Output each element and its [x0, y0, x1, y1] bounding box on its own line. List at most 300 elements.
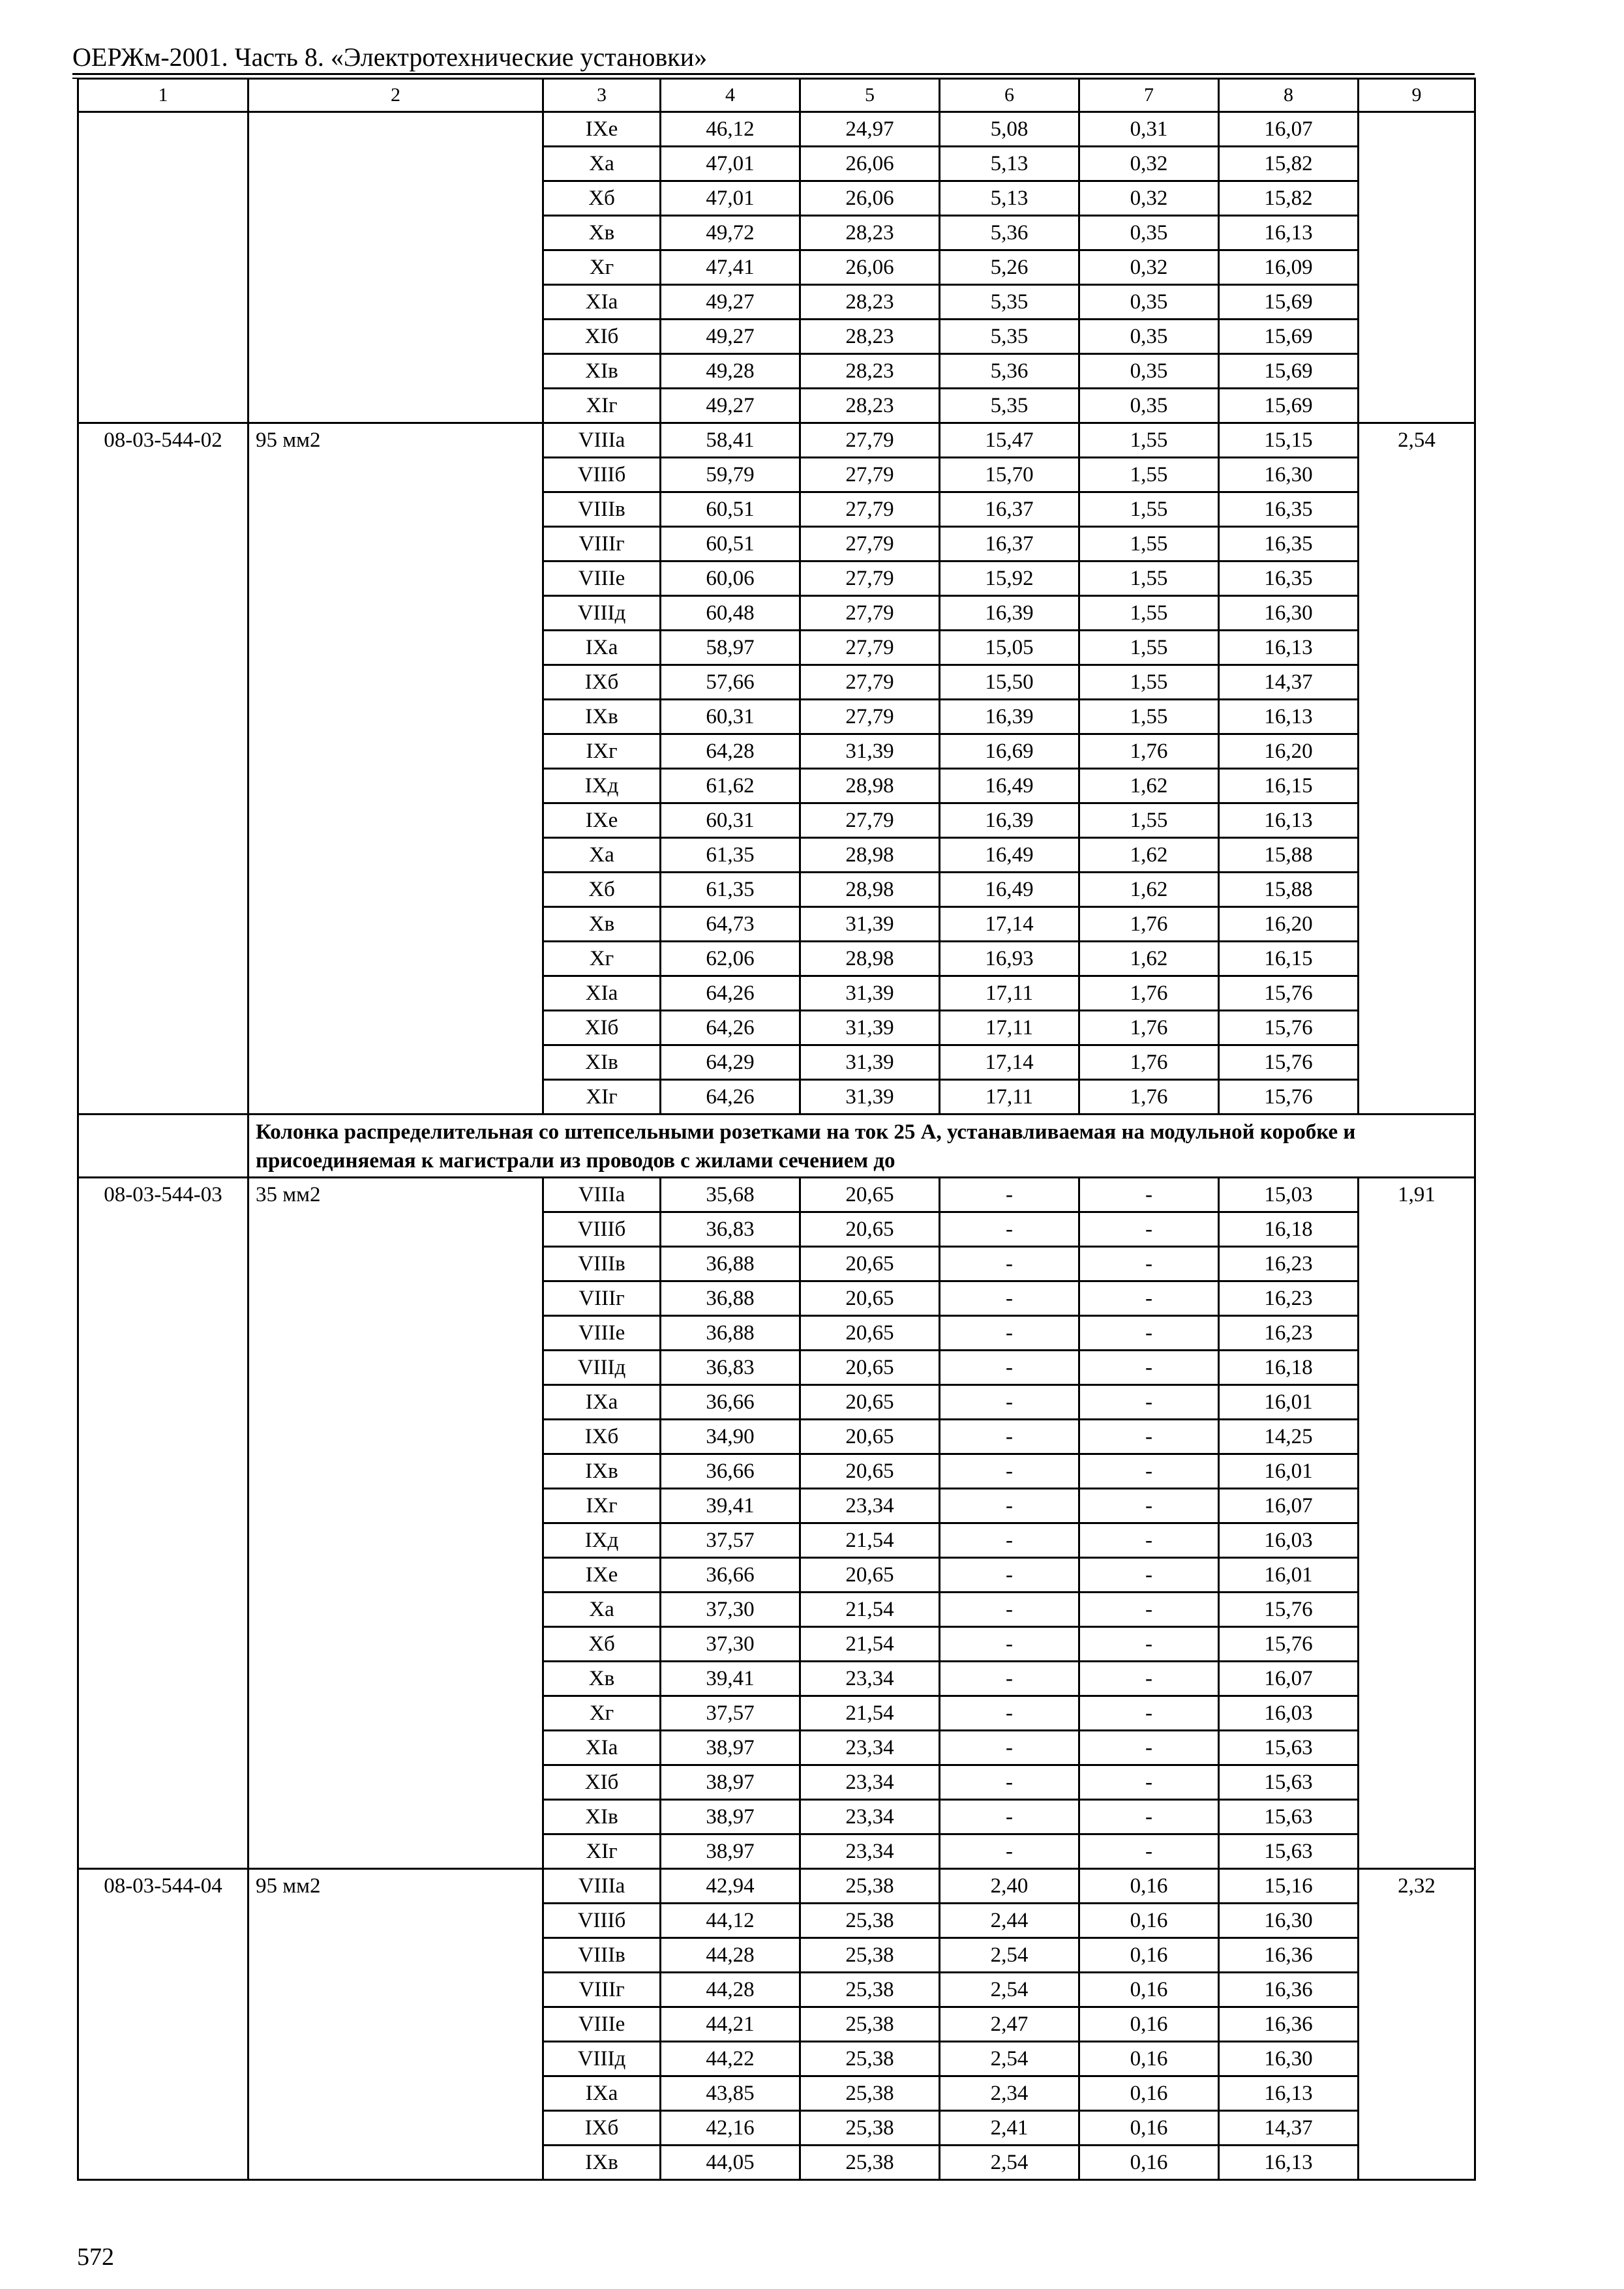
base-price-cell: 49,28 — [661, 354, 800, 389]
machines-cell: 17,14 — [940, 1045, 1079, 1080]
zone-cell: Xа — [543, 838, 661, 873]
zone-cell: IXа — [543, 1385, 661, 1420]
materials-cell: 15,88 — [1219, 873, 1359, 907]
zone-cell: VIIIе — [543, 1316, 661, 1351]
zone-cell: XIг — [543, 389, 661, 423]
machinist-wages-cell: 1,62 — [1079, 942, 1219, 976]
labor-cost-cell: 2,32 — [1359, 1869, 1475, 2180]
machines-cell: 2,54 — [940, 2146, 1079, 2180]
machinist-wages-cell: 1,76 — [1079, 1045, 1219, 1080]
materials-cell: 15,76 — [1219, 1045, 1359, 1080]
machines-cell: 5,13 — [940, 181, 1079, 216]
base-price-cell: 39,41 — [661, 1489, 800, 1523]
machines-cell: - — [940, 1454, 1079, 1489]
table-row — [78, 112, 1475, 147]
base-price-cell: 38,97 — [661, 1765, 800, 1800]
materials-cell: 16,13 — [1219, 2146, 1359, 2180]
machines-cell: 15,50 — [940, 665, 1079, 700]
wages-cell: 25,38 — [800, 2042, 940, 2076]
zone-cell: IXг — [543, 1489, 661, 1523]
machines-cell: - — [940, 1316, 1079, 1351]
base-price-cell: 44,21 — [661, 2007, 800, 2042]
wages-cell: 28,98 — [800, 873, 940, 907]
machines-cell: 2,44 — [940, 1904, 1079, 1938]
wages-cell: 27,79 — [800, 492, 940, 527]
materials-cell: 15,76 — [1219, 1080, 1359, 1115]
zone-cell: VIIIв — [543, 492, 661, 527]
zone-cell: XIг — [543, 1080, 661, 1115]
machines-cell: - — [940, 1489, 1079, 1523]
base-price-cell: 49,27 — [661, 320, 800, 354]
column-number-cell: 2 — [248, 79, 543, 112]
machinist-wages-cell: 0,35 — [1079, 285, 1219, 320]
zone-cell: IXе — [543, 1558, 661, 1593]
machinist-wages-cell: - — [1079, 1696, 1219, 1731]
zone-cell: IXв — [543, 700, 661, 734]
column-number-cell: 6 — [940, 79, 1079, 112]
machinist-wages-cell: 1,55 — [1079, 596, 1219, 631]
materials-cell: 15,03 — [1219, 1178, 1359, 1212]
base-price-cell: 64,28 — [661, 734, 800, 769]
table-row — [78, 423, 1475, 458]
machines-cell: - — [940, 1765, 1079, 1800]
zone-cell: VIIIе — [543, 561, 661, 596]
machines-cell: - — [940, 1420, 1079, 1454]
base-price-cell: 58,41 — [661, 423, 800, 458]
machines-cell: - — [940, 1593, 1079, 1627]
materials-cell: 16,13 — [1219, 2076, 1359, 2111]
base-price-cell: 47,41 — [661, 250, 800, 285]
zone-cell: VIIIв — [543, 1247, 661, 1281]
base-price-cell: 38,97 — [661, 1834, 800, 1869]
wages-cell: 27,79 — [800, 423, 940, 458]
wages-cell: 27,79 — [800, 700, 940, 734]
base-price-cell: 42,94 — [661, 1869, 800, 1904]
machinist-wages-cell: 0,16 — [1079, 2076, 1219, 2111]
machines-cell: - — [940, 1627, 1079, 1662]
base-price-cell: 60,31 — [661, 803, 800, 838]
materials-cell: 15,69 — [1219, 285, 1359, 320]
wages-cell: 27,79 — [800, 803, 940, 838]
machines-cell: 16,49 — [940, 769, 1079, 803]
zone-cell: VIIIб — [543, 1904, 661, 1938]
machinist-wages-cell: - — [1079, 1489, 1219, 1523]
machinist-wages-cell: 1,55 — [1079, 423, 1219, 458]
machinist-wages-cell: 1,76 — [1079, 976, 1219, 1011]
base-price-cell: 47,01 — [661, 181, 800, 216]
zone-cell: Xб — [543, 181, 661, 216]
materials-cell: 16,30 — [1219, 1904, 1359, 1938]
wages-cell: 31,39 — [800, 1011, 940, 1045]
base-price-cell: 60,31 — [661, 700, 800, 734]
machinist-wages-cell: - — [1079, 1212, 1219, 1247]
wages-cell: 20,65 — [800, 1212, 940, 1247]
zone-cell: Xг — [543, 942, 661, 976]
zone-cell: VIIIа — [543, 423, 661, 458]
base-price-cell: 39,41 — [661, 1662, 800, 1696]
wages-cell: 21,54 — [800, 1696, 940, 1731]
wages-cell: 28,98 — [800, 838, 940, 873]
wages-cell: 20,65 — [800, 1420, 940, 1454]
zone-cell: Xа — [543, 1593, 661, 1627]
machinist-wages-cell: 0,32 — [1079, 147, 1219, 181]
wages-cell: 23,34 — [800, 1765, 940, 1800]
machines-cell: - — [940, 1351, 1079, 1385]
machines-cell: 2,47 — [940, 2007, 1079, 2042]
materials-cell: 15,16 — [1219, 1869, 1359, 1904]
base-price-cell: 36,88 — [661, 1281, 800, 1316]
machines-cell: - — [940, 1247, 1079, 1281]
wages-cell: 28,23 — [800, 285, 940, 320]
base-price-cell: 43,85 — [661, 2076, 800, 2111]
base-price-cell: 36,66 — [661, 1454, 800, 1489]
zone-cell: Xв — [543, 907, 661, 942]
machinist-wages-cell: - — [1079, 1834, 1219, 1869]
base-price-cell: 49,72 — [661, 216, 800, 250]
base-price-cell: 36,66 — [661, 1385, 800, 1420]
machinist-wages-cell: 0,32 — [1079, 181, 1219, 216]
zone-cell: VIIIг — [543, 1281, 661, 1316]
wages-cell: 20,65 — [800, 1281, 940, 1316]
materials-cell: 16,13 — [1219, 631, 1359, 665]
base-price-cell: 60,06 — [661, 561, 800, 596]
zone-cell: IXд — [543, 769, 661, 803]
zone-cell: IXг — [543, 734, 661, 769]
base-price-cell: 64,73 — [661, 907, 800, 942]
machines-cell: - — [940, 1523, 1079, 1558]
machines-cell: - — [940, 1731, 1079, 1765]
machinist-wages-cell: 1,55 — [1079, 561, 1219, 596]
machines-cell: - — [940, 1385, 1079, 1420]
materials-cell: 15,76 — [1219, 1627, 1359, 1662]
zone-cell: Xв — [543, 216, 661, 250]
wages-cell: 27,79 — [800, 561, 940, 596]
materials-cell: 14,25 — [1219, 1420, 1359, 1454]
materials-cell: 15,76 — [1219, 1593, 1359, 1627]
machines-cell: - — [940, 1212, 1079, 1247]
machines-cell: 16,49 — [940, 873, 1079, 907]
machines-cell: 17,14 — [940, 907, 1079, 942]
materials-cell: 16,15 — [1219, 769, 1359, 803]
zone-cell: XIа — [543, 285, 661, 320]
machines-cell: 17,11 — [940, 1080, 1079, 1115]
base-price-cell: 47,01 — [661, 147, 800, 181]
machinist-wages-cell: 0,16 — [1079, 2146, 1219, 2180]
machinist-wages-cell: - — [1079, 1627, 1219, 1662]
machinist-wages-cell: - — [1079, 1523, 1219, 1558]
materials-cell: 16,01 — [1219, 1558, 1359, 1593]
materials-cell: 15,69 — [1219, 354, 1359, 389]
rate-code-cell: 08-03-544-02 — [78, 423, 248, 1115]
base-price-cell: 49,27 — [661, 285, 800, 320]
cross-section-cell: 95 мм2 — [248, 1869, 543, 2180]
machines-cell: - — [940, 1834, 1079, 1869]
column-number-cell: 1 — [78, 79, 248, 112]
zone-cell: IXа — [543, 2076, 661, 2111]
base-price-cell: 44,28 — [661, 1938, 800, 1973]
zone-cell: Xв — [543, 1662, 661, 1696]
machinist-wages-cell: - — [1079, 1454, 1219, 1489]
zone-cell: XIб — [543, 1765, 661, 1800]
wages-cell: 28,98 — [800, 769, 940, 803]
base-price-cell: 60,51 — [661, 492, 800, 527]
wages-cell: 25,38 — [800, 2111, 940, 2146]
page-header: ОЕРЖм-2001. Часть 8. «Электротехнические установки» — [72, 42, 708, 72]
wages-cell: 26,06 — [800, 250, 940, 285]
rate-code-cell — [78, 112, 248, 423]
machines-cell: - — [940, 1800, 1079, 1834]
wages-cell: 27,79 — [800, 527, 940, 561]
zone-cell: XIв — [543, 354, 661, 389]
labor-cost-cell: 1,91 — [1359, 1178, 1475, 1869]
base-price-cell: 44,28 — [661, 1973, 800, 2007]
materials-cell: 16,13 — [1219, 700, 1359, 734]
materials-cell: 14,37 — [1219, 2111, 1359, 2146]
wages-cell: 26,06 — [800, 181, 940, 216]
zone-cell: VIIIд — [543, 2042, 661, 2076]
base-price-cell: 36,88 — [661, 1316, 800, 1351]
wages-cell: 27,79 — [800, 458, 940, 492]
machines-cell: 16,93 — [940, 942, 1079, 976]
column-number-cell: 5 — [800, 79, 940, 112]
machinist-wages-cell: 0,35 — [1079, 354, 1219, 389]
zone-cell: Xб — [543, 1627, 661, 1662]
column-number-cell: 7 — [1079, 79, 1219, 112]
base-price-cell: 59,79 — [661, 458, 800, 492]
machinist-wages-cell: - — [1079, 1731, 1219, 1765]
wages-cell: 25,38 — [800, 2146, 940, 2180]
machinist-wages-cell: - — [1079, 1316, 1219, 1351]
materials-cell: 15,76 — [1219, 1011, 1359, 1045]
zone-cell: VIIIб — [543, 1212, 661, 1247]
materials-cell: 16,30 — [1219, 2042, 1359, 2076]
zone-cell: IXб — [543, 2111, 661, 2146]
rates-table-container — [77, 78, 1474, 2181]
zone-cell: XIв — [543, 1045, 661, 1080]
machines-cell: 2,34 — [940, 2076, 1079, 2111]
machines-cell: 5,08 — [940, 112, 1079, 147]
materials-cell: 15,82 — [1219, 147, 1359, 181]
machines-cell: 16,69 — [940, 734, 1079, 769]
materials-cell: 16,36 — [1219, 1973, 1359, 2007]
machines-cell: 2,54 — [940, 1973, 1079, 2007]
column-number-cell: 4 — [661, 79, 800, 112]
materials-cell: 16,35 — [1219, 527, 1359, 561]
machines-cell: 16,37 — [940, 527, 1079, 561]
wages-cell: 21,54 — [800, 1627, 940, 1662]
base-price-cell: 62,06 — [661, 942, 800, 976]
wages-cell: 25,38 — [800, 1869, 940, 1904]
materials-cell: 16,20 — [1219, 907, 1359, 942]
wages-cell: 31,39 — [800, 734, 940, 769]
machinist-wages-cell: 0,16 — [1079, 1869, 1219, 1904]
wages-cell: 31,39 — [800, 1045, 940, 1080]
base-price-cell: 61,62 — [661, 769, 800, 803]
zone-cell: IXв — [543, 2146, 661, 2180]
materials-cell: 16,23 — [1219, 1316, 1359, 1351]
machinist-wages-cell: - — [1079, 1351, 1219, 1385]
labor-cost-cell — [1359, 112, 1475, 423]
rates-table — [77, 78, 1476, 2181]
wages-cell: 20,65 — [800, 1558, 940, 1593]
zone-cell: Xг — [543, 250, 661, 285]
rate-code-cell: 08-03-544-04 — [78, 1869, 248, 2180]
zone-cell: VIIIг — [543, 527, 661, 561]
base-price-cell: 64,26 — [661, 1011, 800, 1045]
machinist-wages-cell: 0,35 — [1079, 216, 1219, 250]
materials-cell: 16,07 — [1219, 1662, 1359, 1696]
machinist-wages-cell: 0,32 — [1079, 250, 1219, 285]
machines-cell: 5,36 — [940, 216, 1079, 250]
machinist-wages-cell: 0,16 — [1079, 1904, 1219, 1938]
materials-cell: 15,69 — [1219, 320, 1359, 354]
machinist-wages-cell: 1,76 — [1079, 1080, 1219, 1115]
machinist-wages-cell: - — [1079, 1593, 1219, 1627]
materials-cell: 16,18 — [1219, 1351, 1359, 1385]
base-price-cell: 37,30 — [661, 1593, 800, 1627]
machines-cell: 2,54 — [940, 2042, 1079, 2076]
materials-cell: 16,35 — [1219, 561, 1359, 596]
base-price-cell: 44,05 — [661, 2146, 800, 2180]
wages-cell: 20,65 — [800, 1316, 940, 1351]
table-body — [78, 79, 1475, 2180]
machines-cell: 5,36 — [940, 354, 1079, 389]
machines-cell: 5,35 — [940, 389, 1079, 423]
base-price-cell: 44,22 — [661, 2042, 800, 2076]
wages-cell: 28,23 — [800, 389, 940, 423]
machines-cell: 15,47 — [940, 423, 1079, 458]
materials-cell: 16,15 — [1219, 942, 1359, 976]
materials-cell: 16,18 — [1219, 1212, 1359, 1247]
wages-cell: 20,65 — [800, 1351, 940, 1385]
machinist-wages-cell: - — [1079, 1385, 1219, 1420]
zone-cell: IXб — [543, 665, 661, 700]
materials-cell: 16,07 — [1219, 1489, 1359, 1523]
machinist-wages-cell: - — [1079, 1662, 1219, 1696]
zone-cell: IXв — [543, 1454, 661, 1489]
wages-cell: 31,39 — [800, 1080, 940, 1115]
wages-cell: 23,34 — [800, 1731, 940, 1765]
zone-cell: VIIIб — [543, 458, 661, 492]
wages-cell: 27,79 — [800, 631, 940, 665]
machines-cell: 16,37 — [940, 492, 1079, 527]
wages-cell: 20,65 — [800, 1247, 940, 1281]
header-rule — [72, 73, 1475, 75]
base-price-cell: 58,97 — [661, 631, 800, 665]
base-price-cell: 64,26 — [661, 1080, 800, 1115]
wages-cell: 24,97 — [800, 112, 940, 147]
machinist-wages-cell: 1,55 — [1079, 700, 1219, 734]
machines-cell: 17,11 — [940, 1011, 1079, 1045]
zone-cell: VIIIе — [543, 2007, 661, 2042]
machines-cell: 16,49 — [940, 838, 1079, 873]
wages-cell: 20,65 — [800, 1385, 940, 1420]
wages-cell: 28,23 — [800, 320, 940, 354]
materials-cell: 16,36 — [1219, 2007, 1359, 2042]
column-number-cell: 9 — [1359, 79, 1475, 112]
wages-cell: 25,38 — [800, 1973, 940, 2007]
materials-cell: 16,23 — [1219, 1247, 1359, 1281]
cross-section-cell — [248, 112, 543, 423]
zone-cell: Xа — [543, 147, 661, 181]
machines-cell: 2,41 — [940, 2111, 1079, 2146]
zone-cell: IXе — [543, 803, 661, 838]
column-number-cell: 3 — [543, 79, 661, 112]
materials-cell: 16,13 — [1219, 216, 1359, 250]
base-price-cell: 36,83 — [661, 1212, 800, 1247]
materials-cell: 16,13 — [1219, 803, 1359, 838]
machinist-wages-cell: 1,55 — [1079, 665, 1219, 700]
table-row — [78, 1178, 1475, 1212]
materials-cell: 15,63 — [1219, 1834, 1359, 1869]
base-price-cell: 37,57 — [661, 1523, 800, 1558]
wages-cell: 20,65 — [800, 1454, 940, 1489]
base-price-cell: 57,66 — [661, 665, 800, 700]
machinist-wages-cell: - — [1079, 1420, 1219, 1454]
materials-cell: 16,01 — [1219, 1454, 1359, 1489]
materials-cell: 15,69 — [1219, 389, 1359, 423]
zone-cell: IXд — [543, 1523, 661, 1558]
materials-cell: 16,01 — [1219, 1385, 1359, 1420]
machines-cell: 2,54 — [940, 1938, 1079, 1973]
base-price-cell: 37,30 — [661, 1627, 800, 1662]
wages-cell: 23,34 — [800, 1834, 940, 1869]
base-price-cell: 34,90 — [661, 1420, 800, 1454]
machines-cell: 15,92 — [940, 561, 1079, 596]
wages-cell: 27,79 — [800, 596, 940, 631]
machinist-wages-cell: 1,55 — [1079, 492, 1219, 527]
materials-cell: 16,03 — [1219, 1696, 1359, 1731]
machinist-wages-cell: 1,62 — [1079, 838, 1219, 873]
wages-cell: 31,39 — [800, 976, 940, 1011]
machinist-wages-cell: 0,16 — [1079, 2007, 1219, 2042]
materials-cell: 16,35 — [1219, 492, 1359, 527]
machines-cell: 16,39 — [940, 803, 1079, 838]
zone-cell: IXе — [543, 112, 661, 147]
materials-cell: 16,30 — [1219, 596, 1359, 631]
section-title-row — [78, 1115, 1475, 1178]
machines-cell: - — [940, 1558, 1079, 1593]
materials-cell: 16,03 — [1219, 1523, 1359, 1558]
machinist-wages-cell: - — [1079, 1765, 1219, 1800]
column-number-row — [78, 79, 1475, 112]
base-price-cell: 60,48 — [661, 596, 800, 631]
base-price-cell: 36,66 — [661, 1558, 800, 1593]
base-price-cell: 60,51 — [661, 527, 800, 561]
zone-cell: Xг — [543, 1696, 661, 1731]
zone-cell: IXб — [543, 1420, 661, 1454]
table-row — [78, 1869, 1475, 1904]
materials-cell: 16,36 — [1219, 1938, 1359, 1973]
machinist-wages-cell: 1,55 — [1079, 458, 1219, 492]
machinist-wages-cell: - — [1079, 1558, 1219, 1593]
wages-cell: 23,34 — [800, 1800, 940, 1834]
machines-cell: - — [940, 1696, 1079, 1731]
machines-cell: 5,26 — [940, 250, 1079, 285]
base-price-cell: 64,26 — [661, 976, 800, 1011]
zone-cell: XIб — [543, 1011, 661, 1045]
base-price-cell: 36,83 — [661, 1351, 800, 1385]
machines-cell: 16,39 — [940, 700, 1079, 734]
wages-cell: 26,06 — [800, 147, 940, 181]
machinist-wages-cell: 1,55 — [1079, 527, 1219, 561]
machinist-wages-cell: 1,76 — [1079, 734, 1219, 769]
materials-cell: 15,63 — [1219, 1765, 1359, 1800]
machinist-wages-cell: 1,76 — [1079, 1011, 1219, 1045]
wages-cell: 25,38 — [800, 2007, 940, 2042]
wages-cell: 21,54 — [800, 1523, 940, 1558]
machinist-wages-cell: 0,31 — [1079, 112, 1219, 147]
